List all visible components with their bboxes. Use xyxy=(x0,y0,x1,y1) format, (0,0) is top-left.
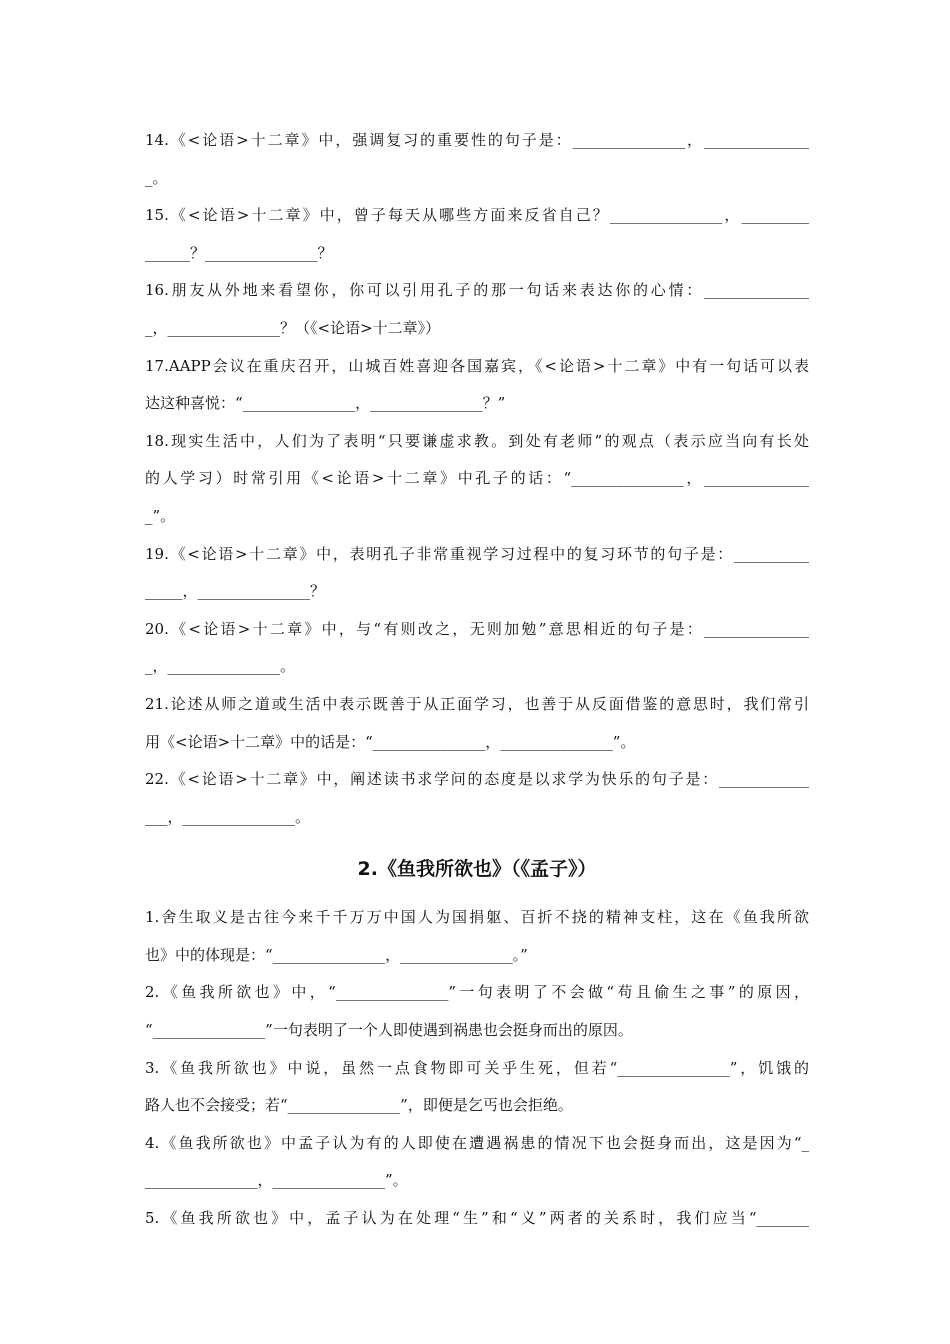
question-item-15 xyxy=(145,197,809,272)
question-line: 20.《<论语>十二章》中，与“有则改之，无则加勉”意思相近的句子是：______________ xyxy=(145,619,809,638)
question-line: _，_______________？（《<论语>十二章》） xyxy=(145,318,441,337)
question-item-16 xyxy=(145,272,809,347)
question-line: 22.《<论语>十二章》中，阐述读书求学问的态度是以求学为快乐的句子是：____________ xyxy=(145,770,809,789)
question-item-1 xyxy=(145,899,809,974)
question-item-18 xyxy=(145,423,809,536)
question-line: _”。 xyxy=(145,506,176,525)
question-item-3 xyxy=(145,1050,809,1125)
question-item-4 xyxy=(145,1125,809,1200)
page-content xyxy=(145,122,809,1238)
question-item-20 xyxy=(145,611,809,686)
question-line: _____，_______________？ xyxy=(145,582,326,601)
question-line: 路人也不会接受；若“_______________”，即便是乞丐也会拒绝。 xyxy=(145,1096,573,1115)
question-item-19 xyxy=(145,536,809,611)
section-heading: 2.《鱼我所欲也》（《孟子》） xyxy=(357,858,597,881)
question-item-22 xyxy=(145,761,809,836)
question-line: 16.朋友从外地来看望你，你可以引用孔子的那一句话来表达你的心情：______________ xyxy=(145,281,809,300)
question-line: 达这种喜悦：“_______________，_______________？” xyxy=(145,394,506,413)
question-line: “_______________”一句表明了一个人即使遇到祸患也会挺身而出的原因。 xyxy=(145,1021,633,1040)
question-line: _。 xyxy=(145,168,168,187)
question-line: 的人学习）时常引用《<论语>十二章》中孔子的话：“_______________，______________ xyxy=(145,469,809,488)
question-line: ___，_______________。 xyxy=(145,807,311,826)
question-line: 4.《鱼我所欲也》中孟子认为有的人即使在遭遇祸患的情况下也会挺身而出，这是因为“_ xyxy=(145,1133,809,1152)
question-line: 18.现实生活中，人们为了表明“只要谦虚求教。到处有老师”的观点（表示应当向有长处 xyxy=(145,431,809,450)
question-item-17 xyxy=(145,348,809,423)
question-line: ______？_______________？ xyxy=(145,243,333,262)
question-line: 21.论述从师之道或生活中表示既善于从正面学习，也善于从反面借鉴的意思时，我们常引 xyxy=(145,694,809,713)
question-line: 也》中的体现是：“_______________，_______________。” xyxy=(145,945,528,964)
question-line: 2.《鱼我所欲也》中，“_______________”一句表明了不会做“苟且偷生之事”的原因， xyxy=(145,983,809,1002)
question-line: 用《<论语>十二章》中的话是：“_______________，_______________”。 xyxy=(145,732,636,751)
question-line: 14.《<论语>十二章》中，强调复习的重要性的句子是：_______________，______________ xyxy=(145,131,809,149)
question-line: 17.AAPP会议在重庆召开，山城百姓喜迎各国嘉宾，《<论语>十二章》中有一句话可以表 xyxy=(145,356,809,375)
question-line: 3.《鱼我所欲也》中说，虽然一点食物即可关乎生死，但若“_______________”，饥饿的 xyxy=(145,1058,809,1077)
question-line: 5.《鱼我所欲也》中，孟子认为在处理“生”和“义”两者的关系时，我们应当“_______ xyxy=(145,1209,809,1228)
question-line: _______________，_______________”。 xyxy=(145,1171,408,1190)
question-item-14 xyxy=(145,122,809,197)
question-line: 19.《<论语>十二章》中，表明孔子非常重视学习过程中的复习环节的句子是：__________ xyxy=(145,544,809,563)
question-line: 15.《<论语>十二章》中，曾子每天从哪些方面来反省自己？_______________，_________ xyxy=(145,206,809,225)
question-item-2 xyxy=(145,974,809,1049)
question-item-5 xyxy=(145,1200,809,1238)
question-item-21 xyxy=(145,686,809,761)
question-line: 1.舍生取义是古往今来千千万万中国人为国捐躯、百折不挠的精神支柱，这在《鱼我所欲 xyxy=(145,908,809,927)
question-line: _，_______________。 xyxy=(145,657,296,676)
